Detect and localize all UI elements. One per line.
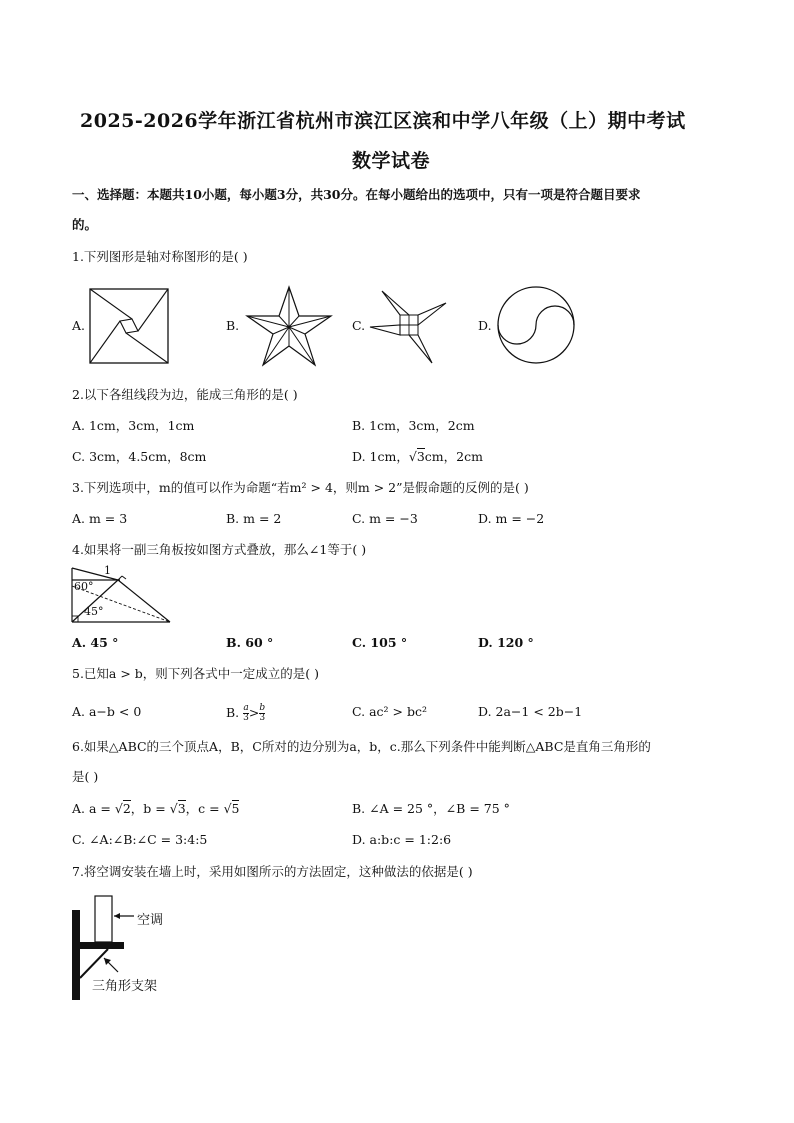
fraction-numerator: b [259,703,266,713]
q1-figure-d [496,285,576,365]
q3-option-b: B. m = 2 [226,511,282,526]
q2-option-d-radicand: 3 [416,449,425,464]
q1-option-c-label: C. [352,318,366,333]
sqrt-sign: √ [114,801,123,816]
q6-option-a-sep: ，c = [185,801,224,816]
q1-option-a-label: A. [72,318,86,333]
q2-stem: 2.以下各组线段为边，能成三角形的是( ) [72,387,298,402]
q5-option-a: A. a−b < 0 [72,704,142,719]
sqrt-sign: √ [408,449,417,464]
q7-bracket-label: 三角形支架 [92,979,158,994]
q1-option-d-label: D. [478,318,492,333]
q1-figure-c [368,287,450,365]
q6-option-b: B. ∠A = 25 °，∠B = 75 ° [352,801,510,816]
page-subtitle: 数学试卷 [352,150,431,172]
radicand: 3 [177,801,186,816]
q4-angle-60-label: 60° [74,580,94,593]
q3-stem: 3.下列选项中，m的值可以作为命题“若m² > 4，则m > 2”是假命题的反例的是( ) [72,480,529,495]
section-heading: 一、选择题：本题共10小题，每小题3分，共30分。在每小题给出的选项中，只有一项是符合题目要求 [72,187,641,202]
q4-option-a: A. 45 ° [72,635,119,650]
q2-option-d-prefix: D. 1cm， [352,449,409,464]
q6-option-a-prefix: A. a = [72,801,115,816]
sqrt-sign: √ [223,801,232,816]
q4-option-d: D. 120 ° [478,635,534,650]
q5-option-c: C. ac² > bc² [352,704,427,719]
q5-stem: 5.已知a > b，则下列各式中一定成立的是( ) [72,666,320,681]
q6-option-c: C. ∠A:∠B:∠C = 3:4:5 [72,832,208,847]
q6-option-d: D. a:b:c = 1:2:6 [352,832,452,847]
q7-stem: 7.将空调安装在墙上时，采用如图所示的方法固定，这种做法的依据是( ) [72,864,473,879]
q2-option-a: A. 1cm，3cm，1cm [72,418,195,433]
fraction-denominator: 3 [243,713,249,723]
q3-option-d: D. m = −2 [478,511,545,526]
q4-angle-45-label: 45° [84,605,104,618]
q4-option-c: C. 105 ° [352,635,408,650]
q5-option-b-operator: > [248,705,260,720]
page-title: 2025-2026学年浙江省杭州市滨江区滨和中学八年级（上）期中考试 [80,110,686,132]
q3-option-a: A. m = 3 [72,511,128,526]
q6-option-a-sep: ，b = [130,801,170,816]
fraction-numerator: a [243,703,249,713]
q3-option-c: C. m = −3 [352,511,418,526]
q5-option-d: D. 2a−1 < 2b−1 [478,704,583,719]
radicand: 2 [122,801,131,816]
q6-stem: 6.如果△ABC的三个顶点A，B，C所对的边分别为a，b，c.那么下列条件中能判断△ABC是直角三角形的 [72,739,651,754]
q2-option-b: B. 1cm，3cm，2cm [352,418,475,433]
q4-angle-1-label: 1 [104,564,111,577]
q4-option-b: B. 60 ° [226,635,274,650]
q1-stem: 1.下列图形是轴对称图形的是( ) [72,249,248,264]
q4-stem: 4.如果将一副三角板按如图方式叠放，那么∠1等于( ) [72,542,367,557]
q2-option-c: C. 3cm，4.5cm，8cm [72,449,207,464]
fraction-b-over-3 [259,704,265,723]
fraction-denominator: 3 [259,713,266,723]
q5-option-b [226,704,265,723]
sqrt-sign: √ [169,801,178,816]
q6-stem-cont: 是( ) [72,769,99,784]
q7-aircon-label: 空调 [137,913,164,928]
q2-option-d-suffix: cm，2cm [424,449,483,464]
q1-figure-a [88,287,170,365]
q1-option-b-label: B. [226,318,240,333]
q6-option-a [72,801,239,817]
q1-figure-b [245,285,333,367]
q2-option-d [352,449,483,465]
section-heading-cont: 的。 [72,217,98,232]
radicand: 5 [231,801,240,816]
q5-option-b-prefix: B. [226,705,240,720]
